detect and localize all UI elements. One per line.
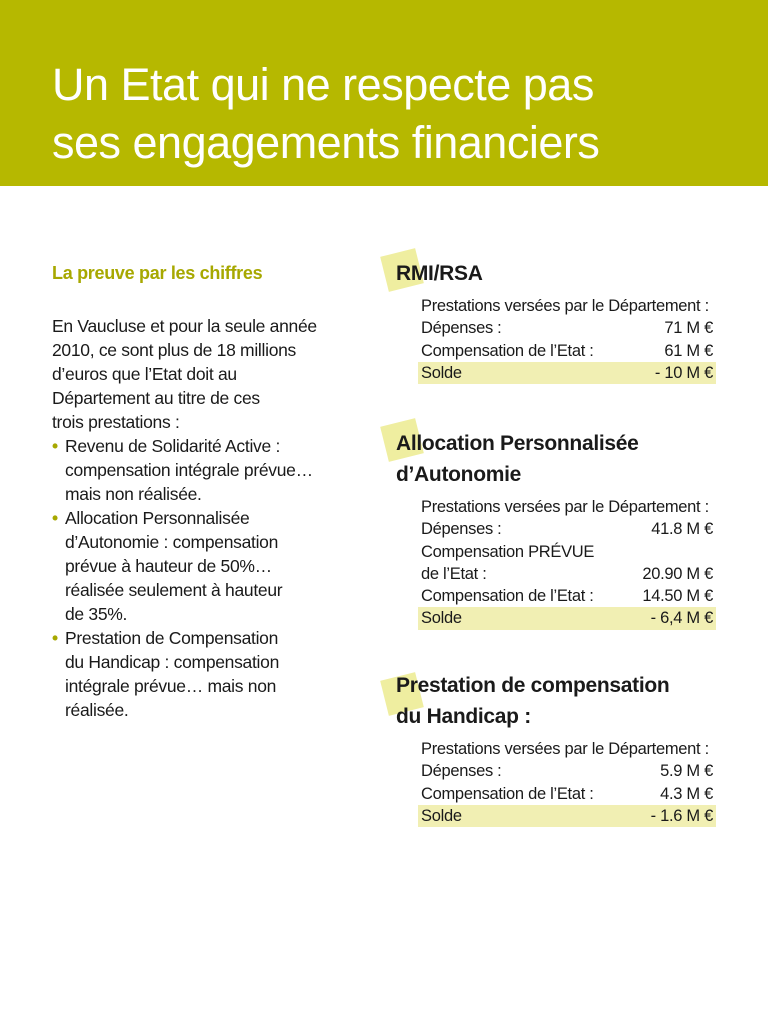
bullet-list	[52, 434, 342, 722]
row-label: Dépenses :	[421, 520, 502, 539]
row-label: Dépenses :	[421, 762, 502, 781]
row-value: 14.50 M €	[642, 587, 713, 606]
bullet-dot-icon: •	[52, 436, 58, 456]
section-title: RMI/RSA	[396, 262, 483, 285]
solde-value: - 1.6 M €	[650, 806, 713, 825]
row-value: 41.8 M €	[651, 520, 713, 539]
table-row	[418, 563, 716, 585]
row-label: Compensation de l’Etat :	[421, 587, 594, 606]
bullet-dot-icon: •	[52, 628, 58, 648]
row-label: de l’Etat :	[421, 564, 487, 583]
subheading: La preuve par les chiffres	[52, 263, 263, 283]
row-value: 5.9 M €	[660, 762, 713, 781]
solde-row	[418, 805, 716, 827]
table-note	[418, 496, 716, 518]
figures-table	[418, 496, 716, 630]
intro-paragraph: En Vaucluse et pour la seule année 2010, ce sont plus de 18 millions d’euros que l’Etat doit au Département au titre de ces trois prestations :	[52, 316, 317, 432]
note-text: Prestations versées par le Département :	[421, 498, 709, 516]
row-label: Dépenses :	[421, 319, 502, 338]
table-row	[418, 760, 716, 782]
solde-row	[418, 607, 716, 629]
solde-label: Solde	[421, 363, 462, 382]
left-column	[52, 262, 342, 722]
note-text: Prestations versées par le Département :	[421, 297, 709, 315]
table-row	[418, 783, 716, 805]
solde-label: Solde	[421, 609, 462, 628]
solde-value: - 6,4 M €	[650, 609, 713, 628]
section-title: Allocation Personnalisée d’Autonomie	[396, 432, 639, 486]
bullet-item	[52, 626, 342, 722]
page-title: Un Etat qui ne respecte pas ses engagements financiers	[52, 59, 600, 168]
solde-row	[418, 362, 716, 384]
table-row	[418, 518, 716, 540]
row-label: Compensation PRÉVUE	[421, 542, 595, 561]
table-row	[418, 317, 716, 339]
bullet-item	[52, 434, 342, 506]
bullet-dot-icon: •	[52, 508, 58, 528]
section-pch	[380, 670, 720, 827]
row-label: Compensation de l’Etat :	[421, 341, 594, 360]
section-rmi-rsa	[380, 258, 720, 384]
row-label: Compensation de l’Etat :	[421, 784, 594, 803]
bullet-text: Revenu de Solidarité Active : compensation intégrale prévue… mais non réalisée.	[65, 436, 313, 504]
table-row	[418, 340, 716, 362]
header-band	[0, 0, 768, 186]
note-text: Prestations versées par le Département :	[421, 740, 709, 758]
row-value: 4.3 M €	[660, 784, 713, 803]
figures-table	[418, 295, 716, 384]
bullet-item	[52, 506, 342, 626]
section-title: Prestation de compensation du Handicap :	[396, 674, 670, 728]
solde-value: - 10 M €	[654, 363, 713, 382]
table-row	[418, 541, 716, 563]
section-apa	[380, 428, 720, 630]
row-value: 61 M €	[664, 341, 713, 360]
bullet-text: Allocation Personnalisée d’Autonomie : compensation prévue à hauteur de 50%… réalisée seulement à hauteur de 35%.	[65, 508, 283, 624]
row-value: 20.90 M €	[642, 564, 713, 583]
figures-table	[418, 738, 716, 827]
table-note	[418, 738, 716, 760]
solde-label: Solde	[421, 806, 462, 825]
bullet-text: Prestation de Compensation du Handicap : compensation intégrale prévue… mais non réalisée.	[65, 628, 280, 720]
row-value: 71 M €	[664, 319, 713, 338]
table-note	[418, 295, 716, 317]
table-row	[418, 585, 716, 607]
